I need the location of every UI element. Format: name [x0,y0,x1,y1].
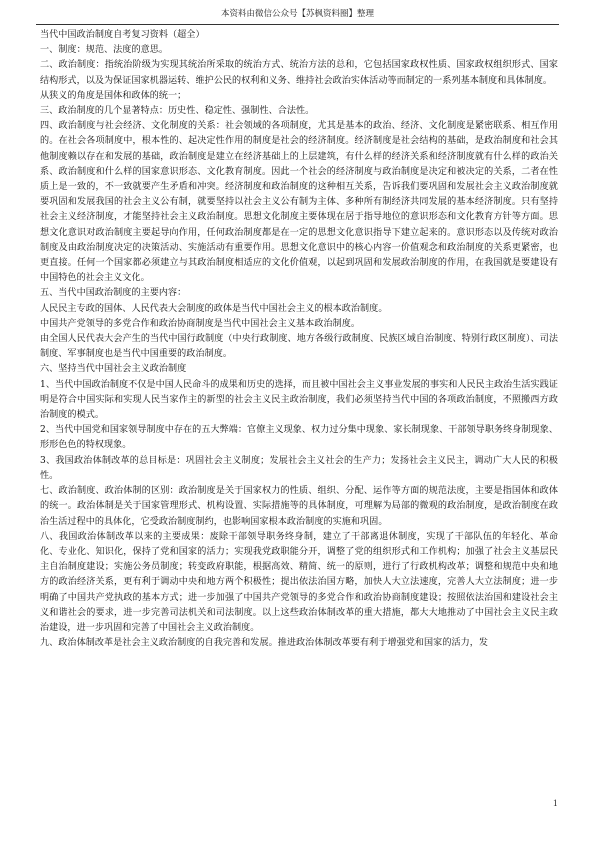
section-2-note: 从狭义的角度是国体和政体的统一； [40,90,187,101]
section-8: 八、我国政治体制改革以来的主要成果：废除干部领导职务终身制，建立了干部离退休制度，实现了干部队伍的年轻化、革命化、专业化、知识化，保持了党和国家的活力；实现我党政职能分开，调整了党的组织形式和工作机构；加强了社会主义基层民主自治制度建设；实施公务员制度；转变政府职能，根据高效、精简、统一的原则，进行了行政机构改革；调整和规范中央和地方的政治经济关系，更有利于调动中央和地方两个积极性；提出依法治国方略，加快人大立法速度，完善人大立法制度；进一步明确了中国共产党执政的基本方式；进一步加强了中国共产党领导的多党合作和政治协商制度建设；按照依法治国和建设社会主义和谐社会的要求，进一步完善司法机关和司法制度。以上这些政治体制改革的重大措施，都大大地推动了中国社会主义民主政治建设，进一步巩固和完善了中国社会主义政治制度。 [40,531,558,633]
header-prefix: 本资料由微信公众号 [220,9,298,19]
section-6-item-2: 2、当代中国党和国家领导制度中存在的五大弊端：官僚主义现象、权力过分集中现象、家长制现象、干部领导职务终身制现象、形形色色的特权现象。 [40,425,558,451]
header-brand: 【苏枫资料圈】 [297,9,357,19]
section-6-item-1: 1、当代中国政治制度不仅是中国人民命斗的成果和历史的选择，而且被中国社会主义事业发展的事实和人民民主政治生活实践证明是符合中国实际和实现人民当家作主的新型的社会主义民主政治制度，我们必须坚持当代中国的各项政治制度，不照搬西方政治制度的模式。 [40,379,558,421]
section-6-item-3: 3、我国政治体制改革的总目标是：巩固社会主义制度；发展社会主义社会的生产力；发扬社会主义民主，调动广大人民的积极性。 [40,455,558,481]
header-divider [36,24,559,25]
section-5-item-2: 中国共产党领导的多党合作和政治协商制度是当代中国社会主义基本政治制度。 [40,318,361,329]
section-5-item-1: 人民民主专政的国体、人民代表大会制度的政体是当代中国社会主义的根本政治制度。 [40,303,388,314]
document-title: 当代中国政治制度自考复习资料（超全） [40,30,205,40]
section-2: 二、政治制度：指统治阶级为实现其统治所采取的统治方式、统治方法的总和，它包括国家政权性质、国家政权组织形式、国家结构形式，以及为保证国家机器运转、维护公民的权利和义务、维持社会政治实体活动等而制定的一系列基本制度和具体制度。 [40,60,558,86]
section-1: 一、制度：规范、法度的意思。 [40,45,169,56]
section-6-heading: 六、坚持当代中国社会主义政治制度 [40,364,187,375]
document-body [40,28,558,651]
header-suffix: 整理 [357,9,375,19]
section-4: 四、政治制度与社会经济、文化制度的关系：社会领域的各项制度，尤其是基本的政治、经济、文化制度是紧密联系、相互作用的。在社会各项制度中，根本性的、起决定性作用的制度是社会的经济制度。经济制度是社会结构的基础，是政治制度和社会其他制度赖以存在和发展的基础，政治制度是建立在经济基础上的上层建筑，有什么样的经济关系和经济制度就有什么样的政治关系、政治制度和什么样的国家意识形态、文化教育制度。因此一个社会的经济制度与政治制度是决定和被决定的关系，二者在性质上是一致的，不一致就要产生矛盾和冲突。经济制度和政治制度的这种相互关系，告诉我们要巩固和发展社会主义政治制度就要巩固和发展我国的社会主义公有制，就要坚持以社会主义公有制为主体、多种所有制经济共同发展的基本经济制度。只有坚持社会主义经济制度，才能坚持社会主义政治制度。思想文化制度主要体现在居于指导地位的意识形态和文化教育方针等方面。思想文化意识对政治制度主要起导向作用，任何政治制度都是在一定的思想文化意识指导下建立起来的。意识形态以及传统对政治制度及由政治制度决定的决策活动、实施活动有重要作用。思想文化意识中的核心内容一价值观念和政治制度的关系更紧密，也更直接。任何一个国家都必须建立与其政治制度相适应的文化价值观，以起到巩固和发展政治制度的作用，在我国就是要建设有中国特色的社会主义文化。 [40,121,558,284]
section-5-heading: 五、当代中国政治制度的主要内容： [40,288,187,299]
section-5-item-3: 由全国人民代表大会产生的当代中国行政制度（中央行政制度、地方各级行政制度、民族区域自治制度、特别行政区制度）、司法制度、军事制度也是当代中国重要的政治制度。 [40,334,558,360]
section-9: 九、政治体制改革是社会主义政治制度的自我完善和发展。推进政治体制改革要有利于增强党和国家的活力，发 [40,638,489,649]
page-number: 1 [553,798,558,808]
section-3: 三、政治制度的几个显著特点：历史性、稳定性、强制性、合法性。 [40,106,315,117]
section-7: 七、政治制度、政治体制的区别：政治制度是关于国家权力的性质、组织、分配、运作等方面的规范法度，主要是指国体和政体的统一。政治体制是关于国家管理形式、机构设置、实际措施等的具体制度，可理解为局部的微观的政治制度，是政治制度在政治生活过程中的具体化，它受政治制度制约，也影响国家根本政治制度的实施和巩固。 [40,486,558,527]
page-header [0,8,595,20]
